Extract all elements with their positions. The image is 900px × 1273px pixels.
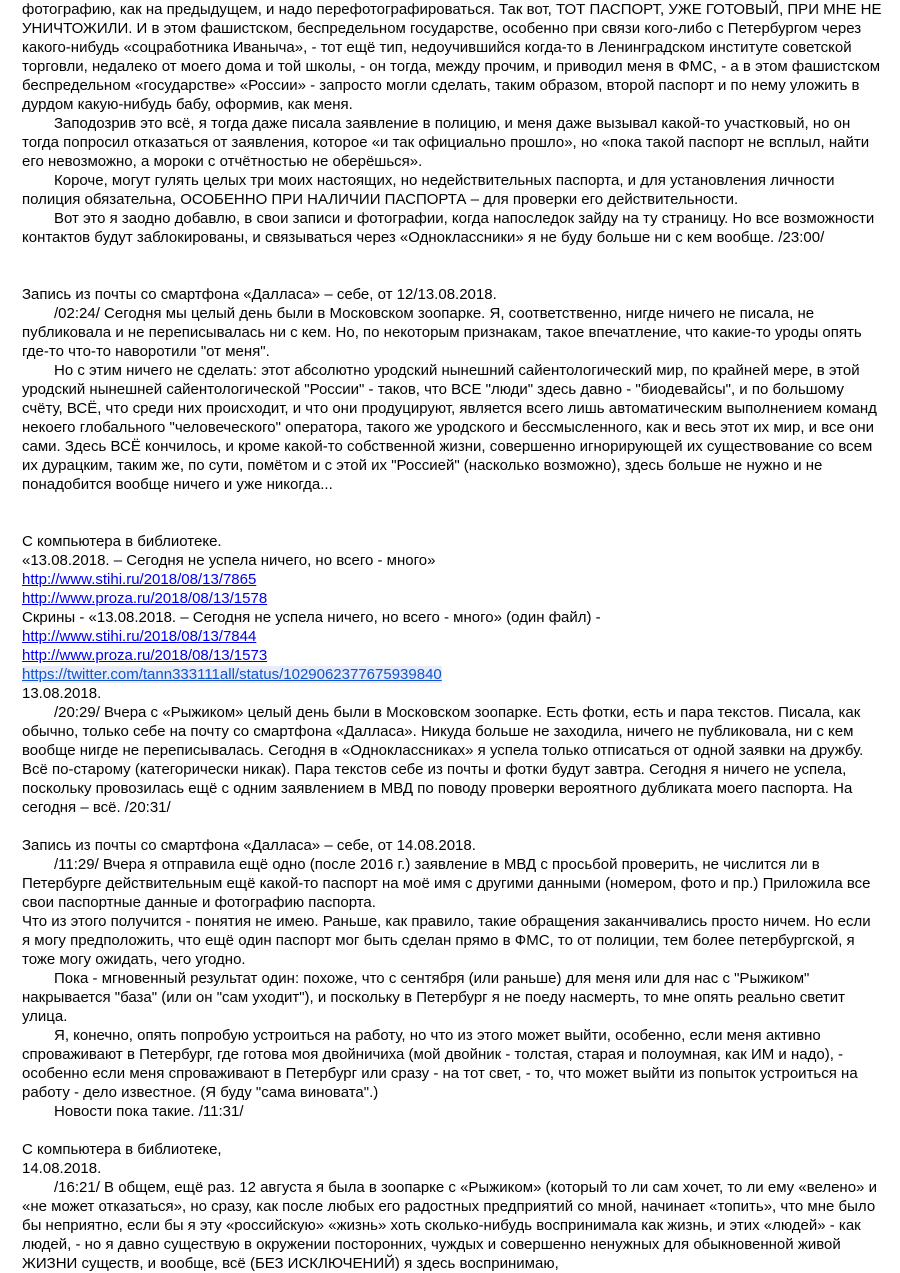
entry-paragraph: Но с этим ничего не сделать: этот абсолютно уродский нынешний сайентологический мир, по крайней мере, в этой уродский нынешней сайентологической "России" - таков, что ВСЕ "люди" здесь давно - "биодевайсы", и по большому счёту, ВСЁ, что среди них происходит, и что они продуцируют, является всего лишь автоматическим выполнением команд некоего глобального "человеческого" оператора, такого же уродского и бессмысленного, как и весь этот их мир, и все они сами. Здесь ВСЁ кончилось, и кроме какой-то собственной жизни, совершенно игнорирующей их существование со всем их дурацким, таким же, по сути, помётом и с этой их "Россией" (насколько возможно), здесь больше не нужно и не понадобится вообще ничего и уже никогда... (22, 362, 877, 493)
entry-date: 13.08.2018. (22, 685, 102, 702)
screens-line: Скрины - «13.08.2018. – Сегодня не успела ничего, но всего - много» (один файл) - (22, 609, 601, 626)
entry-header: Запись из почты со смартфона «Далласа» – себе, от 12/13.08.2018. (22, 286, 497, 303)
intro-paragraph: Вот это я заодно добавлю, в свои записи и фотографии, когда напоследок зайду на ту страницу. Но все возможности контактов будут заблокированы, и связываться через «Одноклассники» я не буду больше ни с кем вообще. /23:00/ (22, 210, 875, 246)
spacer (22, 494, 882, 532)
intro-paragraph: фотографию, как на предыдущем, и надо перефотографироваться. Так вот, ТОТ ПАСПОРТ, УЖЕ ГОТОВЫЙ, ПРИ МНЕ НЕ УНИЧТОЖИЛИ. И в этом фашистском, беспредельном государстве, особенно при связи кого-либо с Петербургом через какого-нибудь «соцработника Иваныча», - тот ещё тип, недоучившийся когда-то в Ленинградском институте советской торговли, недалеко от моего дома и той школы, - он тогда, между прочим, и приводил меня в ФМС, - а в этом фашистском беспредельном «государстве» «России» - запросто могли сделать, таким образом, второй паспорт и по нему уложить в дурдом какую-нибудь бабу, оформив, как меня. (22, 1, 882, 113)
stihi-link[interactable]: http://www.stihi.ru/2018/08/13/7865 (22, 571, 257, 588)
entry-paragraph: Новости пока такие. /11:31/ (54, 1103, 244, 1120)
entry-paragraph: /11:29/ Вчера я отправила ещё одно (после 2016 г.) заявление в МВД с просьбой проверить, не числится ли в Петербурге действительным ещё какой-то паспорт на моё имя с другими данными (номером, фото и пр.) Приложила все свои паспортные данные и фотографию паспорта. (22, 856, 871, 911)
twitter-link[interactable]: https://twitter.com/tann333111all/status/1029062377675939840 (22, 666, 442, 683)
entry-paragraph: /16:21/ В общем, ещё раз. 12 августа я была в зоопарке с «Рыжиком» (который то ли сам хочет, то ли ему «велено» и «не может отказаться», но сразу, как после любых его радостных предприятий со мной, начинает «топить», что мне было бы неприятно, если бы я эту «российскую» «жизнь» хоть сколько-нибудь воспринимала как жизнь, и этих «людей» - как людей, - но я давно существую в окружении посторонних, чуждых и совершенно ненужных для обыкновенной живой ЖИЗНИ существ, и вообще, всё (БЕЗ ИСКЛЮЧЕНИЙ) я здесь воспринимаю, (22, 1179, 877, 1272)
intro-paragraph: Короче, могут гулять целых три моих настоящих, но недействительных паспорта, и для установления личности полиция обязательна, ОСОБЕННО ПРИ НАЛИЧИИ ПАСПОРТА – для проверки его действительности. (22, 172, 835, 208)
entry-paragraph: /20:29/ Вчера с «Рыжиком» целый день были в Московском зоопарке. Есть фотки, есть и пара текстов. Писала, как обычно, только себе на почту со смартфона «Далласа». Никуда больше не заходила, ничего не публиковала, ни с кем вообще нигде не переписывалась. Сегодня в «Одноклассниках» я успела только отписаться от одной заявки на дружбу. Всё по-старому (категорически никак). Пара текстов себе из почты и фотки будут завтра. Сегодня я ничего не успела, поскольку провозилась ещё с одним заявлением в МВД по поводу проверки вероятного дубликата моего паспорта. На сегодня – всё. /20:31/ (22, 704, 864, 816)
spacer (22, 1121, 882, 1140)
stihi-screens-link[interactable]: http://www.stihi.ru/2018/08/13/7844 (22, 628, 257, 645)
proza-screens-link[interactable]: http://www.proza.ru/2018/08/13/1573 (22, 647, 268, 664)
entry-paragraph: Что из этого получится - понятия не имею. Раньше, как правило, такие обращения заканчивались просто ничем. Но если я могу предположить, что ещё один паспорт мог быть сделан прямо в ФМС, то от полиции, тем более петербургской, я тоже могу ожидать, чего угодно. (22, 913, 871, 968)
entry-paragraph: Пока - мгновенный результат один: похоже, что с сентября (или раньше) для меня или для нас с "Рыжиком" накрывается "база" (или он "сам уходит"), и поскольку в Петербург я не поеду насмерть, то мне опять реально светит улица. (22, 970, 846, 1025)
proza-link[interactable]: http://www.proza.ru/2018/08/13/1578 (22, 590, 268, 607)
entry-paragraph: Я, конечно, опять попробую устроиться на работу, но что из этого может выйти, особенно, если меня активно спроваживают в Петербург, где готова моя двойничиха (мой двойник - толстая, старая и полоумная, как ИМ и надо), - особенно если меня спроваживают в Петербург или сразу - на тот свет, - то, что может выйти из попыток устроиться на работу - дело известное. (Я буду "сама виновата".) (22, 1027, 858, 1101)
entry-date: 14.08.2018. (22, 1160, 102, 1177)
entry-paragraph: /02:24/ Сегодня мы целый день были в Московском зоопарке. Я, соответственно, нигде ничего не писала, не публиковала и не переписывалась ни с кем. Но, по некоторым признакам, такое впечатление, что какие-то уроды опять где-то что-то наворотили "от меня". (22, 305, 862, 360)
library-header: С компьютера в библиотеке. (22, 533, 222, 550)
spacer (22, 247, 882, 285)
spacer (22, 817, 882, 836)
library-header: С компьютера в библиотеке, (22, 1141, 222, 1158)
intro-paragraph: Заподозрив это всё, я тогда даже писала заявление в полицию, и меня даже вызывал какой-то участковый, но он тогда попросил отказаться от заявления, которое «и так официально прошло», но «пока такой паспорт не всплыл, найти его невозможно, а мороки с отчётностью не оберёшься». (22, 115, 870, 170)
publication-title: «13.08.2018. – Сегодня не успела ничего, но всего - много» (22, 552, 436, 569)
entry-header: Запись из почты со смартфона «Далласа» – себе, от 14.08.2018. (22, 837, 476, 854)
